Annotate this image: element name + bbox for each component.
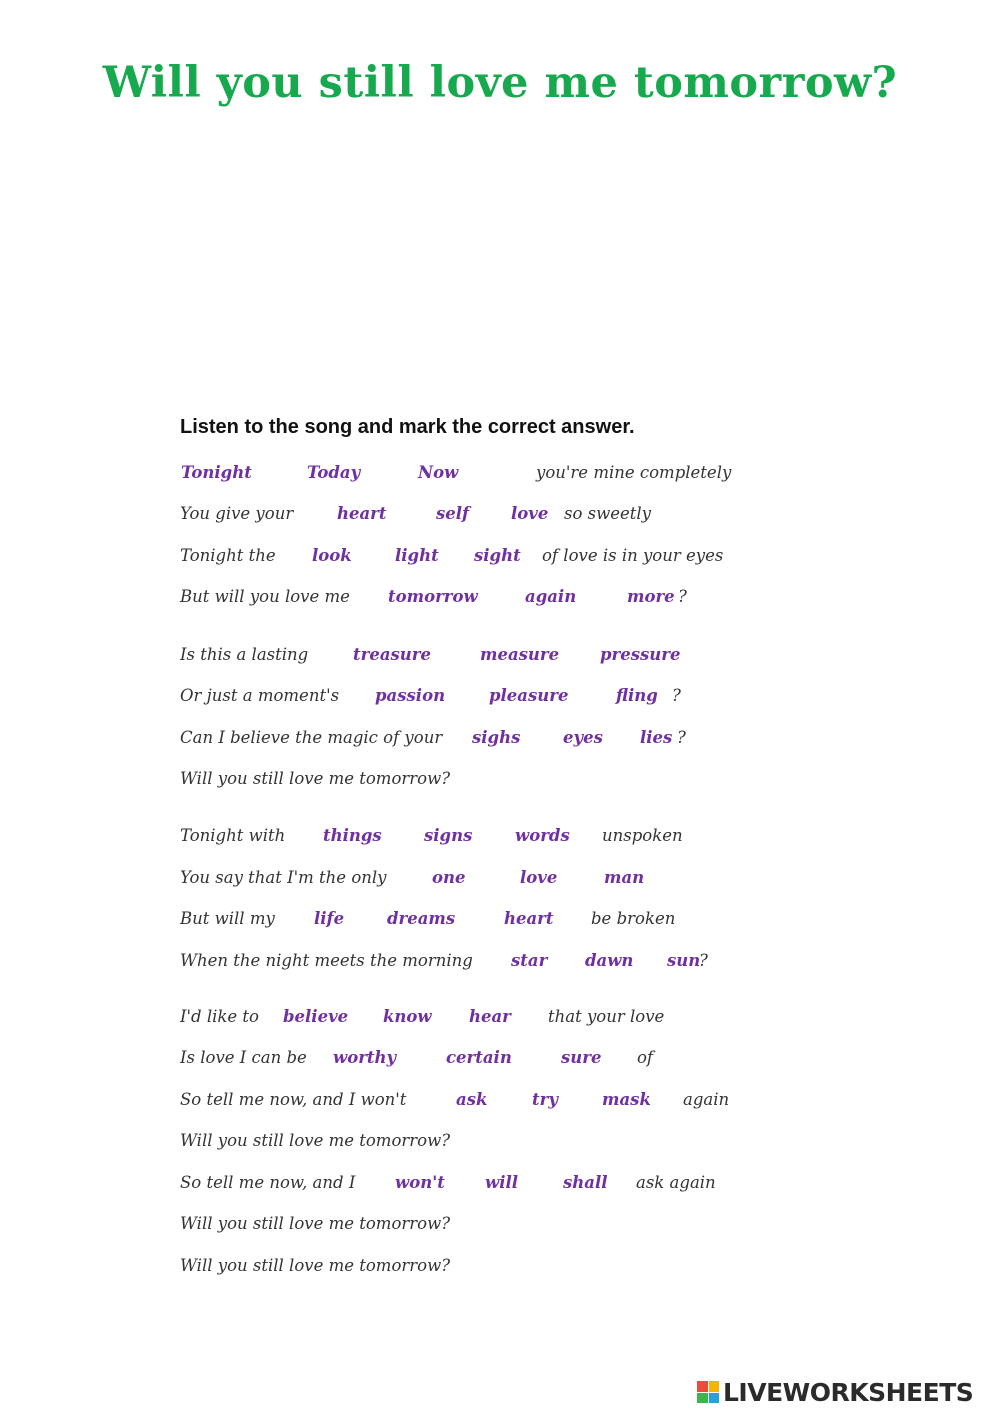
lyric-line (0, 909, 1000, 935)
instruction-text: Listen to the song and mark the correct answer. (180, 416, 635, 438)
answer-option[interactable]: shall (563, 1173, 608, 1192)
lyric-text: When the night meets the morning (180, 951, 473, 970)
lyric-text: Will you still love me tomorrow? (180, 1131, 451, 1150)
lyric-line (0, 1007, 1000, 1033)
answer-option[interactable]: sight (474, 546, 521, 565)
answer-option[interactable]: words (515, 826, 570, 845)
answer-option[interactable]: fling (616, 686, 658, 705)
answer-option[interactable]: measure (480, 645, 560, 664)
answer-option[interactable]: light (395, 546, 439, 565)
lyric-line (0, 504, 1000, 530)
lyric-line (0, 1173, 1000, 1199)
answer-option[interactable]: passion (375, 686, 446, 705)
answer-option[interactable]: try (532, 1090, 558, 1109)
lyric-line (0, 826, 1000, 852)
lyric-text: You give your (180, 504, 294, 523)
answer-option[interactable]: treasure (353, 645, 431, 664)
lyric-line (0, 1214, 1000, 1240)
lyric-line (0, 645, 1000, 671)
answer-option[interactable]: again (525, 587, 577, 606)
answer-option[interactable]: man (604, 868, 645, 887)
lyric-text: Or just a moment's (180, 686, 340, 705)
lyric-line (0, 728, 1000, 754)
answer-option[interactable]: sun (667, 951, 701, 970)
lyric-line (0, 1256, 1000, 1282)
answer-option[interactable]: lies (640, 728, 673, 747)
lyric-text: ? (678, 587, 687, 606)
answer-option[interactable]: life (314, 909, 345, 928)
lyric-text: so sweetly (564, 504, 651, 523)
lyric-line (0, 546, 1000, 572)
lyric-text: I'd like to (180, 1007, 259, 1026)
answer-option[interactable]: star (511, 951, 548, 970)
logo-text: LIVEWORKSHEETS (723, 1377, 974, 1407)
answer-option[interactable]: dawn (585, 951, 634, 970)
answer-option[interactable]: ask (456, 1090, 488, 1109)
lyric-line (0, 587, 1000, 613)
lyric-line (0, 868, 1000, 894)
lyric-text: of love is in your eyes (542, 546, 724, 565)
lyric-text: But will my (180, 909, 275, 928)
answer-option[interactable]: Today (307, 463, 361, 482)
answer-option[interactable]: love (520, 868, 558, 887)
liveworksheets-logo (697, 1377, 997, 1407)
answer-option[interactable]: sighs (472, 728, 521, 747)
lyric-text: Will you still love me tomorrow? (180, 1214, 451, 1233)
lyric-text: Tonight the (180, 546, 276, 565)
answer-option[interactable]: self (436, 504, 470, 523)
lyric-text: Will you still love me tomorrow? (180, 1256, 451, 1275)
lyric-text: Can I believe the magic of your (180, 728, 443, 747)
lyric-text: So tell me now, and I (180, 1173, 356, 1192)
answer-option[interactable]: tomorrow (388, 587, 478, 606)
lyric-text: You say that I'm the only (180, 868, 387, 887)
answer-option[interactable]: will (485, 1173, 519, 1192)
lyric-line (0, 1131, 1000, 1157)
lyric-text: Will you still love me tomorrow? (180, 769, 451, 788)
answer-option[interactable]: more (627, 587, 675, 606)
lyric-line (0, 769, 1000, 795)
lyric-text: ? (677, 728, 686, 747)
lyric-text: you're mine completely (536, 463, 732, 482)
lyric-line (0, 1090, 1000, 1116)
lyric-text: that your love (548, 1007, 665, 1026)
lyric-line (0, 686, 1000, 712)
answer-option[interactable]: Now (418, 463, 459, 482)
lyric-text: ask again (636, 1173, 716, 1192)
lyric-text: of (637, 1048, 654, 1067)
lyric-text: again (683, 1090, 730, 1109)
answer-option[interactable]: know (383, 1007, 432, 1026)
lyric-text: ? (672, 686, 681, 705)
answer-option[interactable]: dreams (387, 909, 456, 928)
answer-option[interactable]: Tonight (181, 463, 252, 482)
lyric-text: Tonight with (180, 826, 286, 845)
lyric-line (0, 463, 1000, 489)
answer-option[interactable]: eyes (563, 728, 603, 747)
answer-option[interactable]: love (511, 504, 549, 523)
lyric-text: But will you love me (180, 587, 350, 606)
lyric-text: be broken (591, 909, 676, 928)
answer-option[interactable]: heart (337, 504, 387, 523)
lyric-text: ? (699, 951, 708, 970)
answer-option[interactable]: sure (561, 1048, 602, 1067)
page-title: Will you still love me tomorrow? (102, 58, 898, 108)
lyric-text: unspoken (602, 826, 683, 845)
answer-option[interactable]: won't (395, 1173, 445, 1192)
lyric-line (0, 1048, 1000, 1074)
answer-option[interactable]: look (312, 546, 352, 565)
lyric-text: Is love I can be (180, 1048, 307, 1067)
lyric-text: Is this a lasting (180, 645, 309, 664)
logo-grid-icon (697, 1381, 719, 1403)
answer-option[interactable]: things (323, 826, 382, 845)
answer-option[interactable]: worthy (333, 1048, 397, 1067)
answer-option[interactable]: heart (504, 909, 554, 928)
answer-option[interactable]: signs (424, 826, 473, 845)
answer-option[interactable]: mask (602, 1090, 651, 1109)
lyric-line (0, 951, 1000, 977)
answer-option[interactable]: one (432, 868, 466, 887)
answer-option[interactable]: pleasure (489, 686, 569, 705)
answer-option[interactable]: believe (283, 1007, 349, 1026)
answer-option[interactable]: certain (446, 1048, 512, 1067)
answer-option[interactable]: hear (469, 1007, 511, 1026)
answer-option[interactable]: pressure (600, 645, 681, 664)
lyric-text: So tell me now, and I won't (180, 1090, 407, 1109)
